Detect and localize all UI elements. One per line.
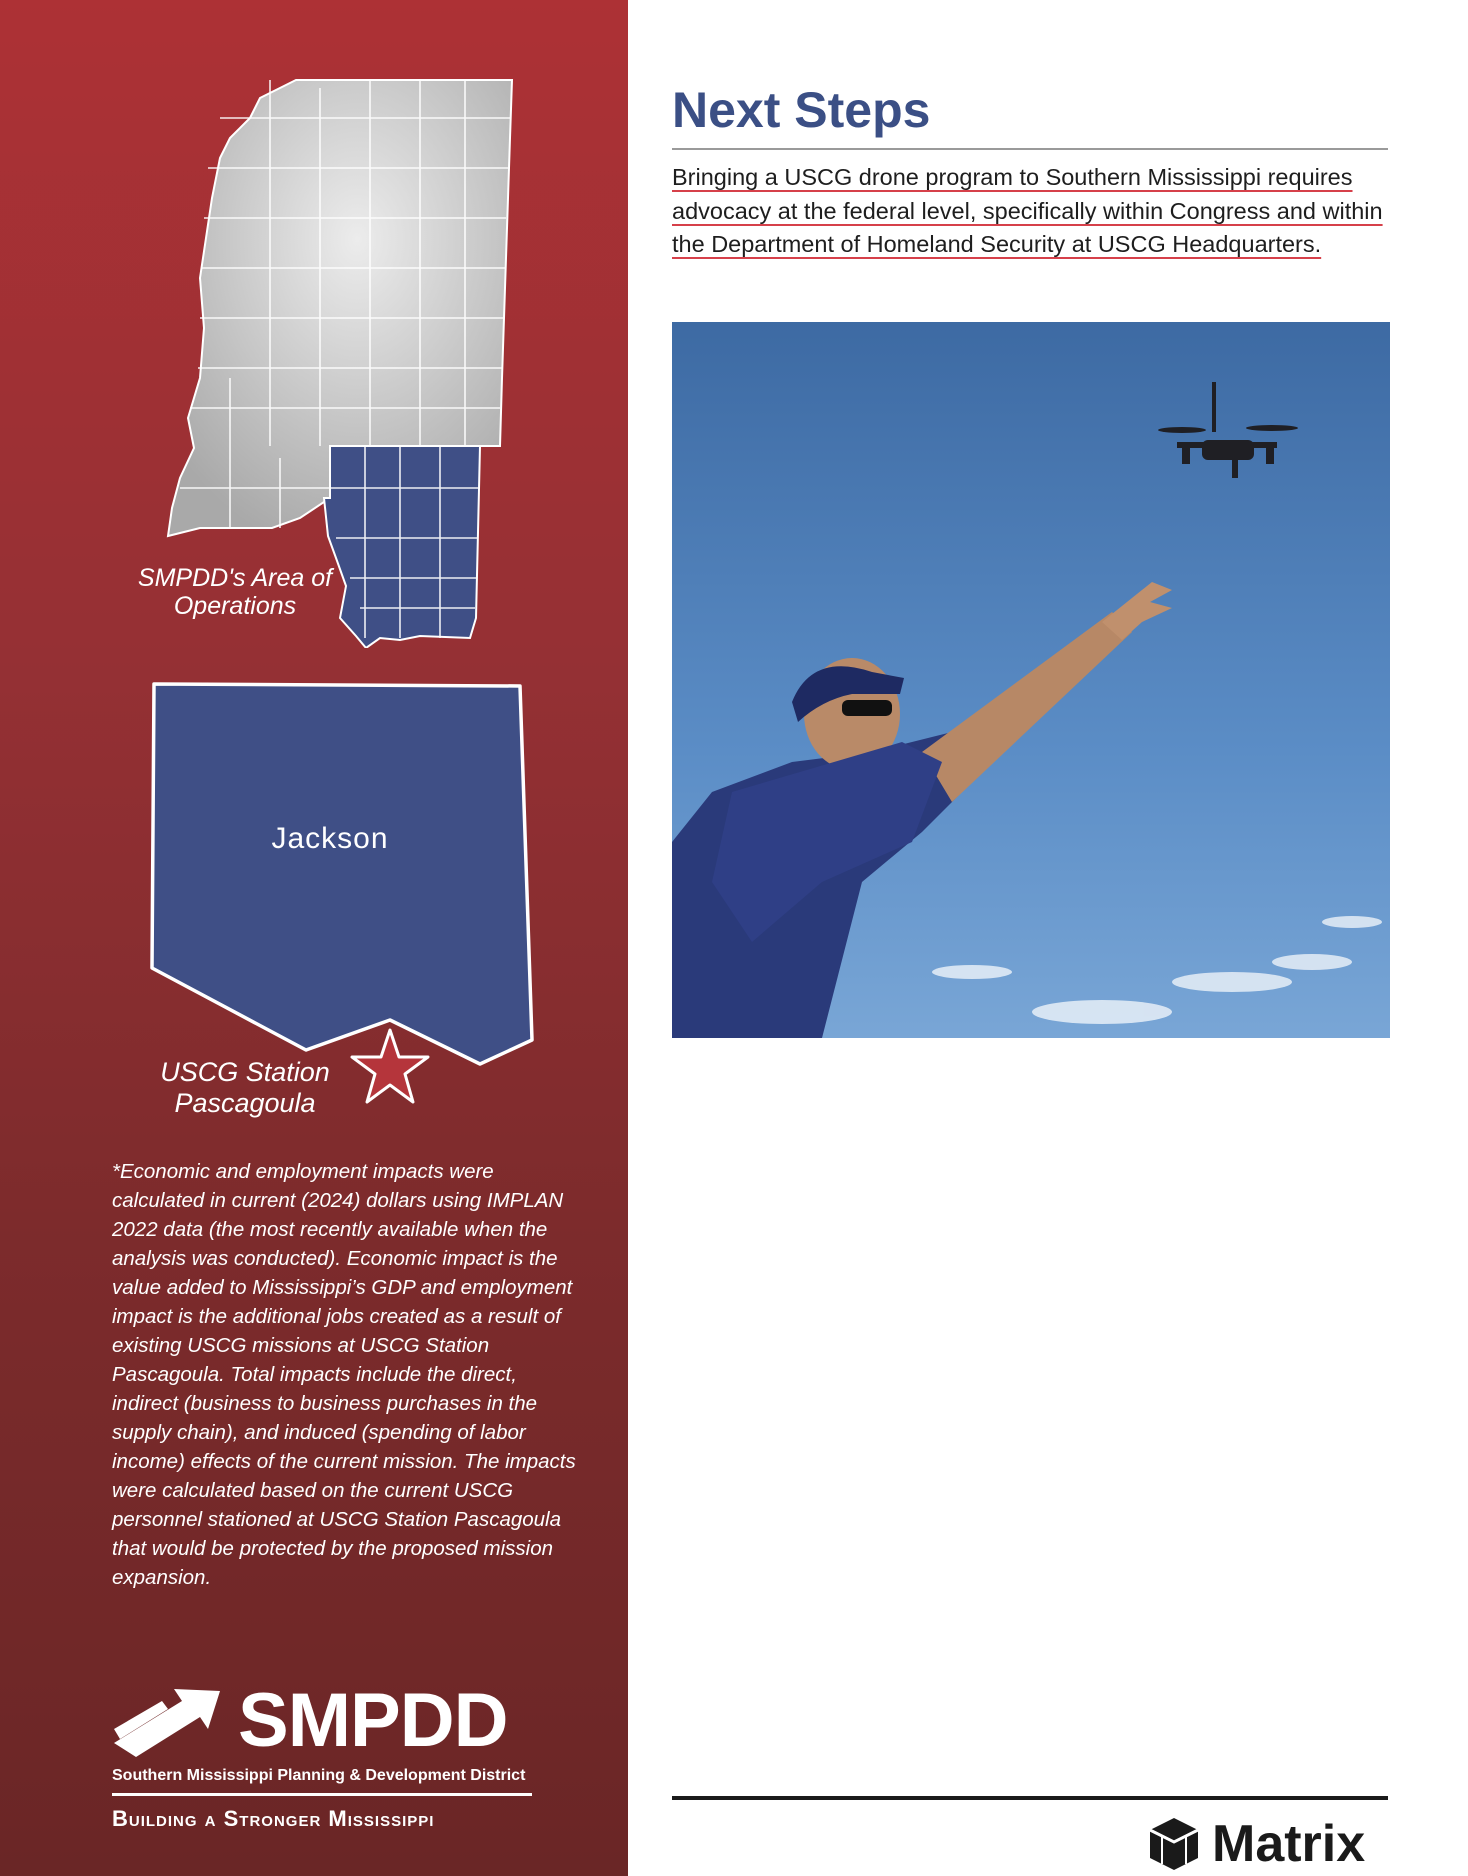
logo-district-name: Southern Mississippi Planning & Development District xyxy=(112,1767,532,1796)
area-of-operations-label: SMPDD's Area of Operations xyxy=(137,564,333,620)
drone-launch-photo xyxy=(672,322,1390,1038)
county-label: Jackson xyxy=(271,822,389,855)
impact-footnote: *Economic and employment impacts were calculated in current (2024) dollars using IMPLAN 2022 data (the most recently available when the analysis was conducted). Economic impact is the value added to Mississippi’s GDP and employment impact is the additional jobs created as a result of existing USCG missions at USCG Station Pascagoula. Total impacts include the direct, indirect (business to business purchases in the supply chain), and induced (spending of labor income) effects of the current mission. The impacts were calculated based on the current USCG personnel stationed at USCG Station Pascagoula that would be protected by the proposed mission expansion. xyxy=(112,1160,576,1589)
matrix-cube-icon xyxy=(1148,1816,1200,1872)
next-steps-paragraph: Bringing a USCG drone program to Southern Mississippi requires advocacy at the federal level, specifically within Congress and within the Department of Homeland Security at USCG Headquarters. xyxy=(672,164,1383,257)
heading-divider xyxy=(672,148,1388,150)
page-title: Next Steps xyxy=(672,82,931,138)
smpdd-wordmark: SMPDD xyxy=(238,1678,508,1763)
station-star-icon xyxy=(348,1026,432,1110)
mississippi-map xyxy=(160,78,520,648)
jackson-county-map xyxy=(150,680,540,1080)
footer-divider xyxy=(672,1796,1388,1800)
logo-tagline: Building a Stronger Mississippi xyxy=(112,1806,435,1831)
smpdd-logo xyxy=(112,1678,532,1832)
station-label: USCG Station Pascagoula xyxy=(160,1057,330,1118)
matrix-wordmark: Matrix xyxy=(1212,1815,1366,1873)
matrix-logo xyxy=(1148,1816,1365,1872)
sidebar xyxy=(0,0,628,1876)
smpdd-arrow-icon xyxy=(112,1683,224,1759)
